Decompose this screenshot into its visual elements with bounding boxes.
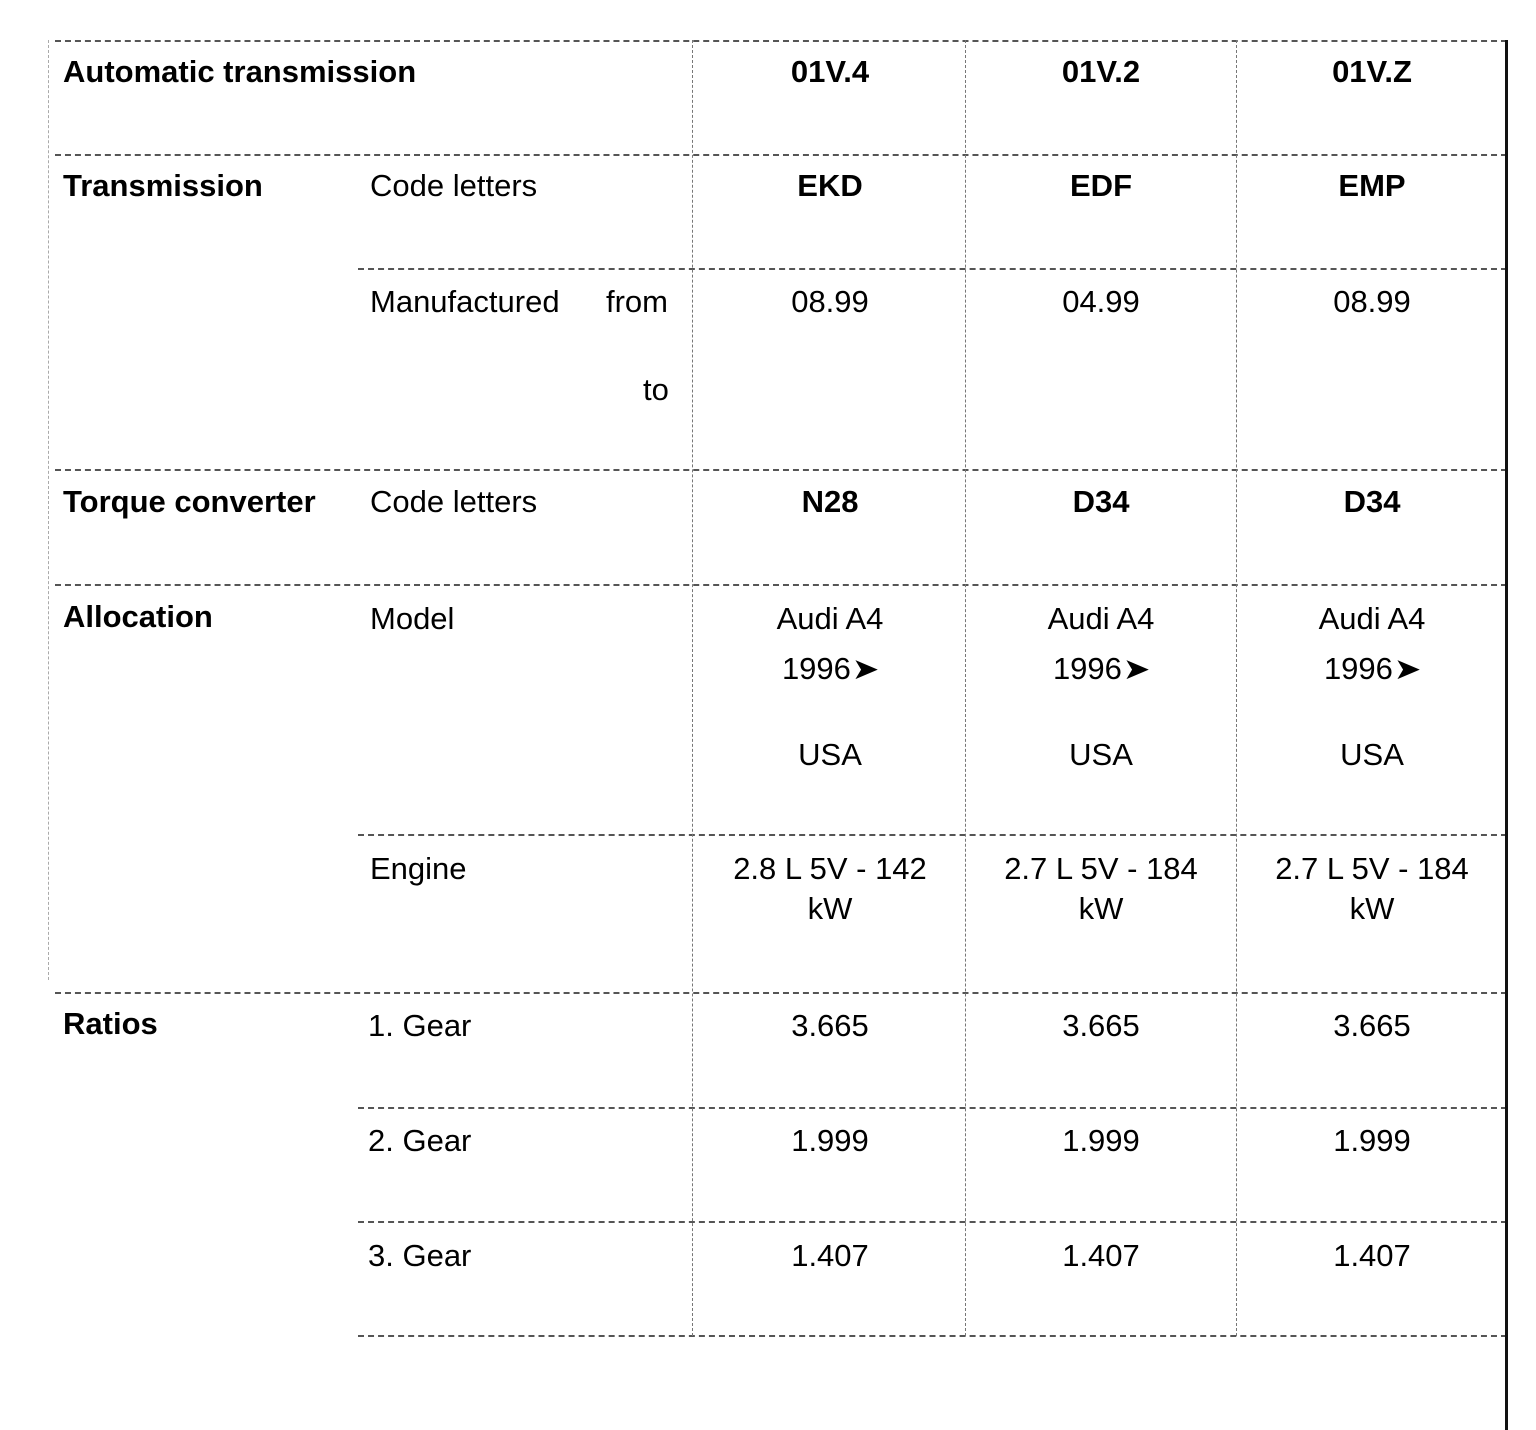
row-label: Code letters: [370, 484, 538, 519]
row-sublabel-from: from: [606, 284, 668, 319]
table-cell: EMP: [1338, 168, 1406, 203]
table-cell: 1.999: [791, 1123, 869, 1158]
table-cell: 2.7 L 5V - 184 kW: [1004, 851, 1198, 926]
section-label: Torque converter: [63, 484, 316, 519]
table-cell: USA: [798, 737, 862, 772]
section-label: Ratios: [63, 1006, 158, 1041]
section-label: Allocation: [63, 599, 213, 634]
arrow-right-icon: ➤: [1393, 653, 1422, 686]
table-cell: [1238, 649, 1506, 690]
table-cell: 1.407: [791, 1238, 869, 1273]
section-label: Transmission: [63, 168, 263, 203]
row-label: Manufactured: [370, 284, 560, 319]
model-year: 1996: [1323, 651, 1393, 686]
table-cell: 3.665: [1333, 1008, 1411, 1043]
row-divider: [55, 584, 1507, 586]
table-cell: 1.999: [1062, 1123, 1140, 1158]
table-cell: Audi A4: [1047, 601, 1155, 636]
row-divider: [55, 992, 1507, 994]
table-cell: 08.99: [791, 284, 869, 319]
model-year: 1996: [1052, 651, 1122, 686]
table-cell: N28: [801, 484, 859, 519]
column-header: 01V.4: [790, 54, 870, 89]
table-cell: USA: [1340, 737, 1404, 772]
row-sublabel-to: to: [643, 372, 669, 407]
table-cell: 1.407: [1333, 1238, 1411, 1273]
row-divider: [55, 469, 1507, 471]
row-label: 2. Gear: [368, 1123, 472, 1158]
row-label: Engine: [370, 851, 467, 886]
row-divider: [358, 1221, 1507, 1223]
table-cell: Audi A4: [1318, 601, 1426, 636]
column-divider: [692, 40, 693, 1336]
row-divider: [358, 268, 1507, 270]
table-cell: 1.999: [1333, 1123, 1411, 1158]
table-cell: 3.665: [791, 1008, 869, 1043]
row-divider: [55, 154, 1507, 156]
table-cell: [967, 649, 1235, 690]
row-label: 1. Gear: [368, 1008, 472, 1043]
column-header: 01V.Z: [1332, 54, 1412, 89]
table-cell: D34: [1072, 484, 1130, 519]
column-divider: [1236, 40, 1237, 1336]
row-label: 3. Gear: [368, 1238, 472, 1273]
table-cell: Audi A4: [776, 601, 884, 636]
table-cell: 08.99: [1333, 284, 1411, 319]
table-cell: [696, 649, 964, 690]
table-cell: 04.99: [1062, 284, 1140, 319]
row-divider: [358, 1107, 1507, 1109]
table-cell: D34: [1343, 484, 1401, 519]
table-title: Automatic transmission: [63, 54, 417, 89]
row-label: Model: [370, 601, 455, 636]
row-divider: [55, 40, 1507, 42]
table-cell: 2.8 L 5V - 142 kW: [733, 851, 927, 926]
table-cell: EKD: [797, 168, 863, 203]
table-cell: USA: [1069, 737, 1133, 772]
model-year: 1996: [781, 651, 851, 686]
table-cell: 1.407: [1062, 1238, 1140, 1273]
arrow-right-icon: ➤: [851, 653, 880, 686]
arrow-right-icon: ➤: [1122, 653, 1151, 686]
table-cell: EDF: [1070, 168, 1132, 203]
row-label: Code letters: [370, 168, 538, 203]
column-divider: [48, 40, 49, 980]
row-divider: [358, 834, 1507, 836]
column-divider: [965, 40, 966, 1336]
column-header: 01V.2: [1061, 54, 1141, 89]
table-cell: 3.665: [1062, 1008, 1140, 1043]
row-divider: [358, 1335, 1507, 1337]
table-cell: 2.7 L 5V - 184 kW: [1275, 851, 1469, 926]
